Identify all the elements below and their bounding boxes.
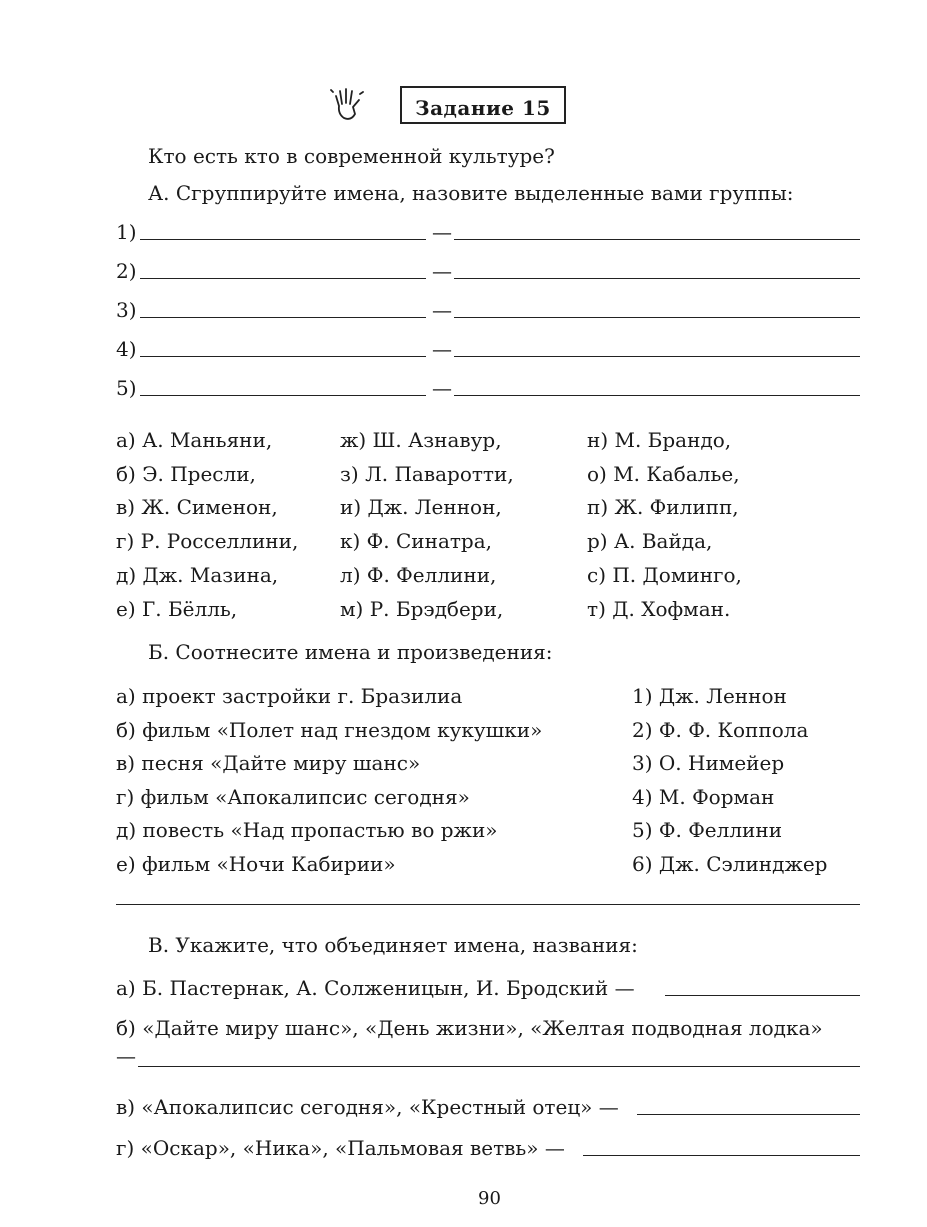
section-c-heading: В. Укажите, что объединяет имена, названия: [148,933,638,957]
name-item: г) Р. Росселлини, [116,529,299,554]
answer-line-c-a[interactable] [665,995,860,996]
group-row-dash: — [432,298,452,322]
group-names-answer-line[interactable] [140,356,426,357]
name-item: о) М. Кабалье, [587,461,740,486]
work-item: а) проект застройки г. Бразилиа [116,684,463,708]
work-item: д) повесть «Над пропастью во ржи» [116,818,498,843]
section-a-heading: А. Сгруппируйте имена, назовите выделенные вами группы: [148,181,794,205]
name-item: ж) Ш. Азнавур, [340,428,502,452]
section-b-heading: Б. Соотнесите имена и произведения: [148,640,553,664]
names-column-3 [587,424,742,626]
group-title-answer-line[interactable] [454,356,860,357]
work-item: е) фильм «Ночи Кабирии» [116,851,396,876]
author-item: 5) Ф. Феллини [632,818,783,843]
name-item: с) П. Доминго, [587,562,742,587]
names-column-1 [116,424,298,626]
work-item: г) фильм «Апокалипсис сегодня» [116,784,470,809]
name-item: к) Ф. Синатра, [340,529,493,554]
author-item: 2) Ф. Ф. Коппола [632,717,809,742]
item-c-b: б) «Дайте миру шанс», «День жизни», «Желтая подводная лодка» [116,1016,823,1040]
group-title-answer-line[interactable] [454,278,860,279]
name-item: и) Дж. Леннон, [340,495,502,520]
name-item: б) Э. Пресли, [116,461,256,486]
name-item: д) Дж. Мазина, [116,562,279,587]
name-item: а) А. Маньяни, [116,428,273,452]
author-item: 3) О. Нимейер [632,751,785,776]
answer-line-c-c[interactable] [637,1114,860,1115]
name-item: в) Ж. Сименон, [116,495,278,520]
name-item: п) Ж. Филипп, [587,495,739,520]
group-title-answer-line[interactable] [454,317,860,318]
names-column-2 [340,424,514,626]
group-row-dash: — [432,259,452,283]
group-names-answer-line[interactable] [140,278,426,279]
work-item: в) песня «Дайте миру шанс» [116,751,421,776]
name-item: з) Л. Паваротти, [340,461,514,486]
group-title-answer-line[interactable] [454,395,860,396]
item-c-d: г) «Оскар», «Ника», «Пальмовая ветвь» — [116,1136,565,1160]
authors-list [632,680,827,882]
group-row-dash: — [432,337,452,361]
group-row-number: 2) [116,259,137,283]
task-title: Задание 15 [415,96,551,120]
group-row-number: 5) [116,376,137,400]
name-item: р) А. Вайда, [587,529,713,554]
name-item: л) Ф. Феллини, [340,562,497,587]
group-names-answer-line[interactable] [140,395,426,396]
name-item: т) Д. Хофман. [587,596,731,621]
group-row-number: 1) [116,220,137,244]
answer-line-c-d[interactable] [583,1155,860,1156]
answer-line-b[interactable] [116,904,860,905]
name-item: е) Г. Бёлль, [116,596,238,621]
hand-icon [330,84,370,124]
group-row-dash: — [432,220,452,244]
work-item: б) фильм «Полет над гнездом кукушки» [116,717,543,742]
group-row-number: 3) [116,298,137,322]
group-names-answer-line[interactable] [140,239,426,240]
author-item: 6) Дж. Сэлинджер [632,851,828,876]
page-number: 90 [478,1188,501,1209]
group-title-answer-line[interactable] [454,239,860,240]
item-c-a: а) Б. Пастернак, А. Солженицын, И. Бродский — [116,976,635,1000]
name-item: н) М. Брандо, [587,428,732,452]
name-item: м) Р. Брэдбери, [340,596,504,621]
works-list [116,680,542,882]
group-row-dash: — [432,376,452,400]
group-names-answer-line[interactable] [140,317,426,318]
task-title-box [400,86,566,124]
group-row-number: 4) [116,337,137,361]
author-item: 1) Дж. Леннон [632,684,787,708]
item-c-c: в) «Апокалипсис сегодня», «Крестный отец» — [116,1095,619,1119]
author-item: 4) М. Форман [632,784,775,809]
intro-question: Кто есть кто в современной культуре? [148,144,555,168]
answer-line-c-b[interactable] [138,1066,860,1067]
item-c-b-dash: — [116,1044,136,1068]
